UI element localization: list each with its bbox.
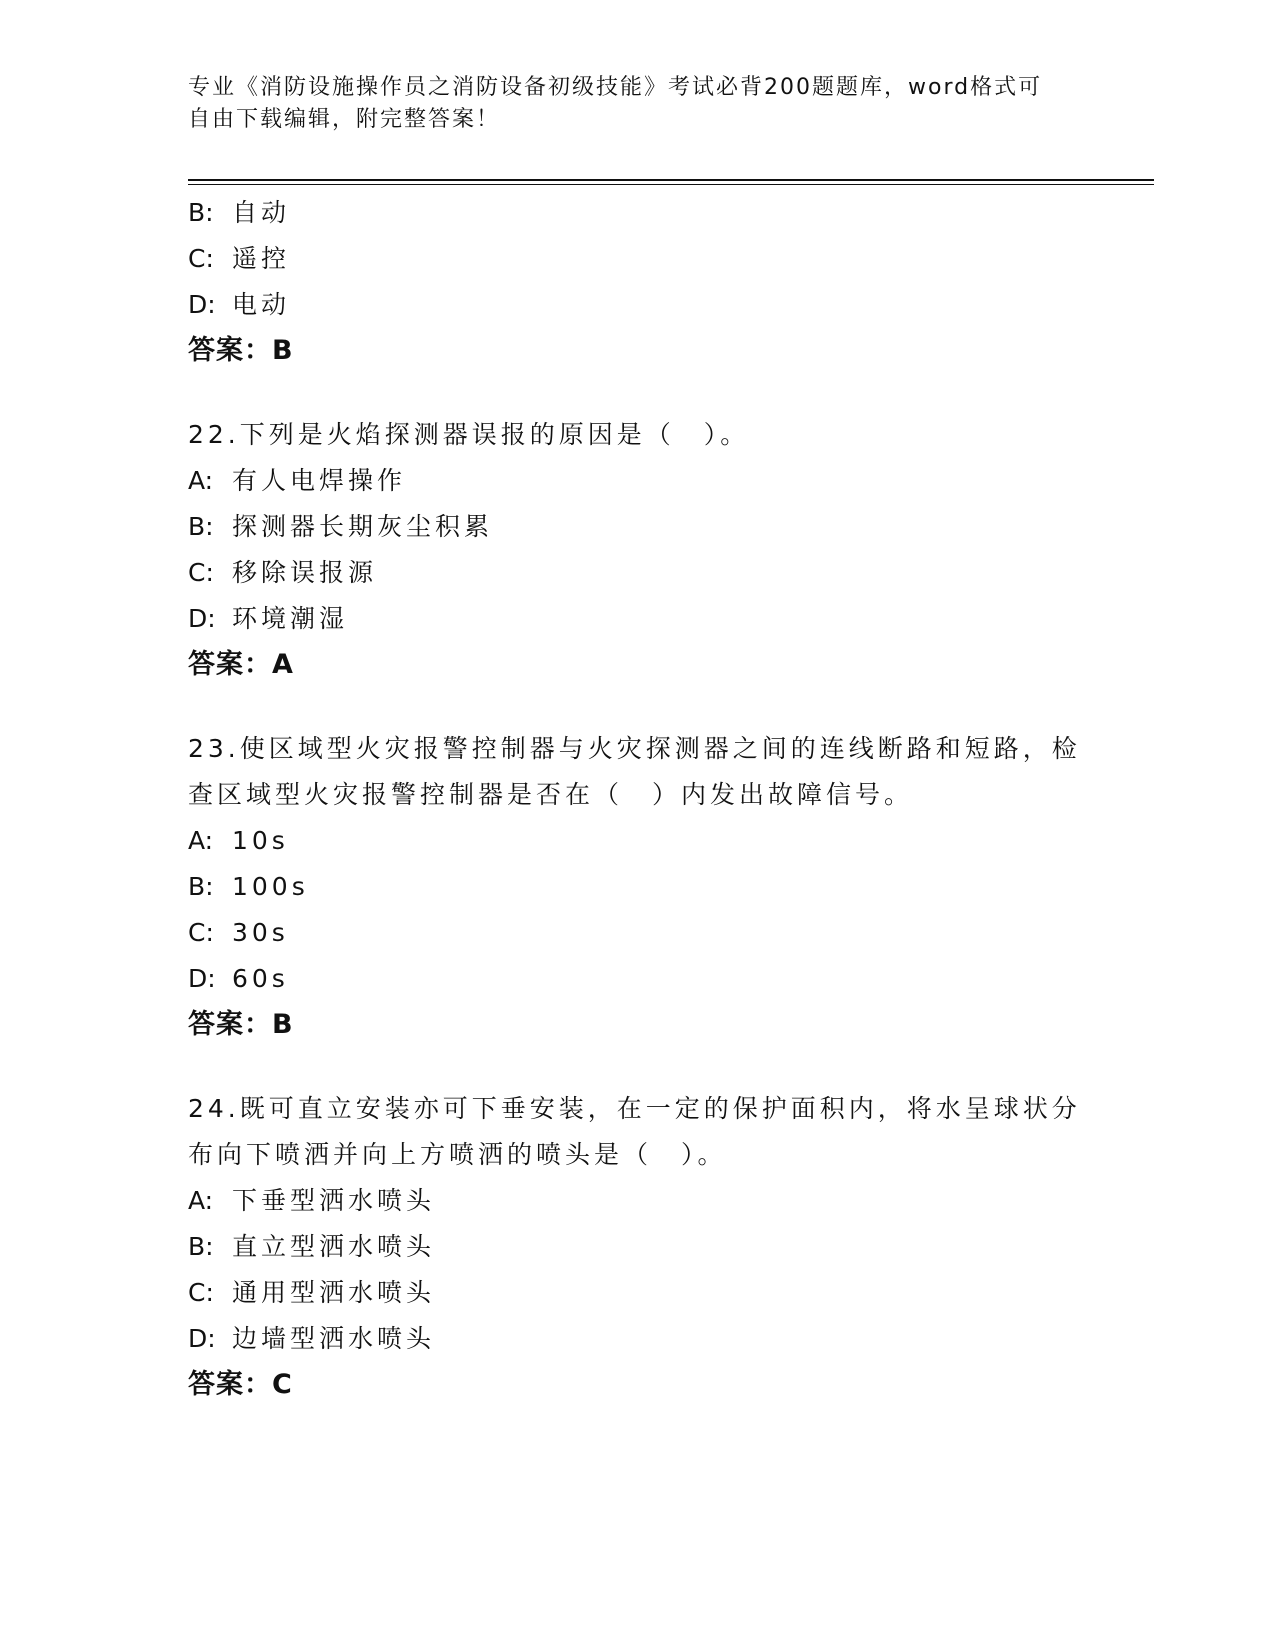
option-label: B: — [188, 1232, 214, 1261]
header-line-2: 自由下载编辑，附完整答案！ — [188, 107, 501, 132]
option-text: 探测器长期灰尘积累 — [232, 512, 494, 541]
option-label: D: — [188, 1324, 216, 1353]
option-label: C: — [188, 558, 214, 587]
option-text: 环境潮湿 — [232, 604, 349, 633]
question-stem-line-2: 布向下喷洒并向上方喷洒的喷头是（ ）。 — [188, 1140, 727, 1169]
option-d — [188, 596, 1088, 642]
option-text: 下垂型洒水喷头 — [232, 1186, 436, 1215]
option-text: 直立型洒水喷头 — [232, 1232, 436, 1261]
option-b — [188, 504, 1088, 550]
option-text: 电动 — [232, 290, 291, 319]
question-content — [188, 190, 1088, 1408]
option-label: A: — [188, 466, 214, 495]
header-divider-thick — [188, 179, 1154, 181]
option-label: A: — [188, 826, 214, 855]
option-text: 通用型洒水喷头 — [232, 1278, 436, 1307]
document-header — [188, 72, 1068, 136]
option-a — [188, 818, 1088, 864]
question-stem: 22.下列是火焰探测器误报的原因是（ ）。 — [188, 420, 750, 449]
option-label: B: — [188, 198, 214, 227]
option-label: C: — [188, 1278, 214, 1307]
option-label: A: — [188, 1186, 214, 1215]
option-c — [188, 236, 1088, 282]
option-a — [188, 458, 1088, 504]
header-divider-thin — [188, 184, 1154, 185]
option-label: D: — [188, 604, 216, 633]
option-label: D: — [188, 964, 216, 993]
option-text: 遥控 — [232, 244, 291, 273]
answer-line: 答案：C — [188, 1369, 293, 1400]
option-text: 10s — [232, 826, 289, 855]
question-stem-line-1: 24.既可直立安装亦可下垂安装，在一定的保护面积内，将水呈球状分 — [188, 1094, 1081, 1123]
question-24-block — [188, 1086, 1088, 1408]
option-label: C: — [188, 244, 214, 273]
option-label: B: — [188, 872, 214, 901]
option-label: B: — [188, 512, 214, 541]
option-d — [188, 956, 1088, 1002]
option-text: 100s — [232, 872, 309, 901]
option-b — [188, 1224, 1088, 1270]
spacer — [188, 374, 1088, 412]
header-line-1: 专业《消防设施操作员之消防设备初级技能》考试必背200题题库，word格式可 — [188, 75, 1043, 100]
option-b — [188, 864, 1088, 910]
option-text: 边墙型洒水喷头 — [232, 1324, 436, 1353]
question-stem-line-1: 23.使区域型火灾报警控制器与火灾探测器之间的连线断路和短路，检 — [188, 734, 1081, 763]
option-text: 有人电焊操作 — [232, 466, 407, 495]
option-a — [188, 1178, 1088, 1224]
option-label: C: — [188, 918, 214, 947]
question-23-block — [188, 726, 1088, 1048]
answer-line: 答案：B — [188, 1009, 294, 1040]
question-22-block — [188, 412, 1088, 688]
option-d — [188, 282, 1088, 328]
prev-question-block — [188, 190, 1088, 374]
option-c — [188, 550, 1088, 596]
answer-line: 答案：B — [188, 335, 294, 366]
option-text: 30s — [232, 918, 289, 947]
option-b — [188, 190, 1088, 236]
spacer — [188, 1048, 1088, 1086]
answer-line: 答案：A — [188, 649, 294, 680]
question-stem-line-2: 查区域型火灾报警控制器是否在（ ）内发出故障信号。 — [188, 780, 914, 809]
option-d — [188, 1316, 1088, 1362]
option-c — [188, 1270, 1088, 1316]
option-text: 60s — [232, 964, 289, 993]
spacer — [188, 688, 1088, 726]
option-c — [188, 910, 1088, 956]
option-text: 移除误报源 — [232, 558, 378, 587]
option-text: 自动 — [232, 198, 291, 227]
option-label: D: — [188, 290, 216, 319]
